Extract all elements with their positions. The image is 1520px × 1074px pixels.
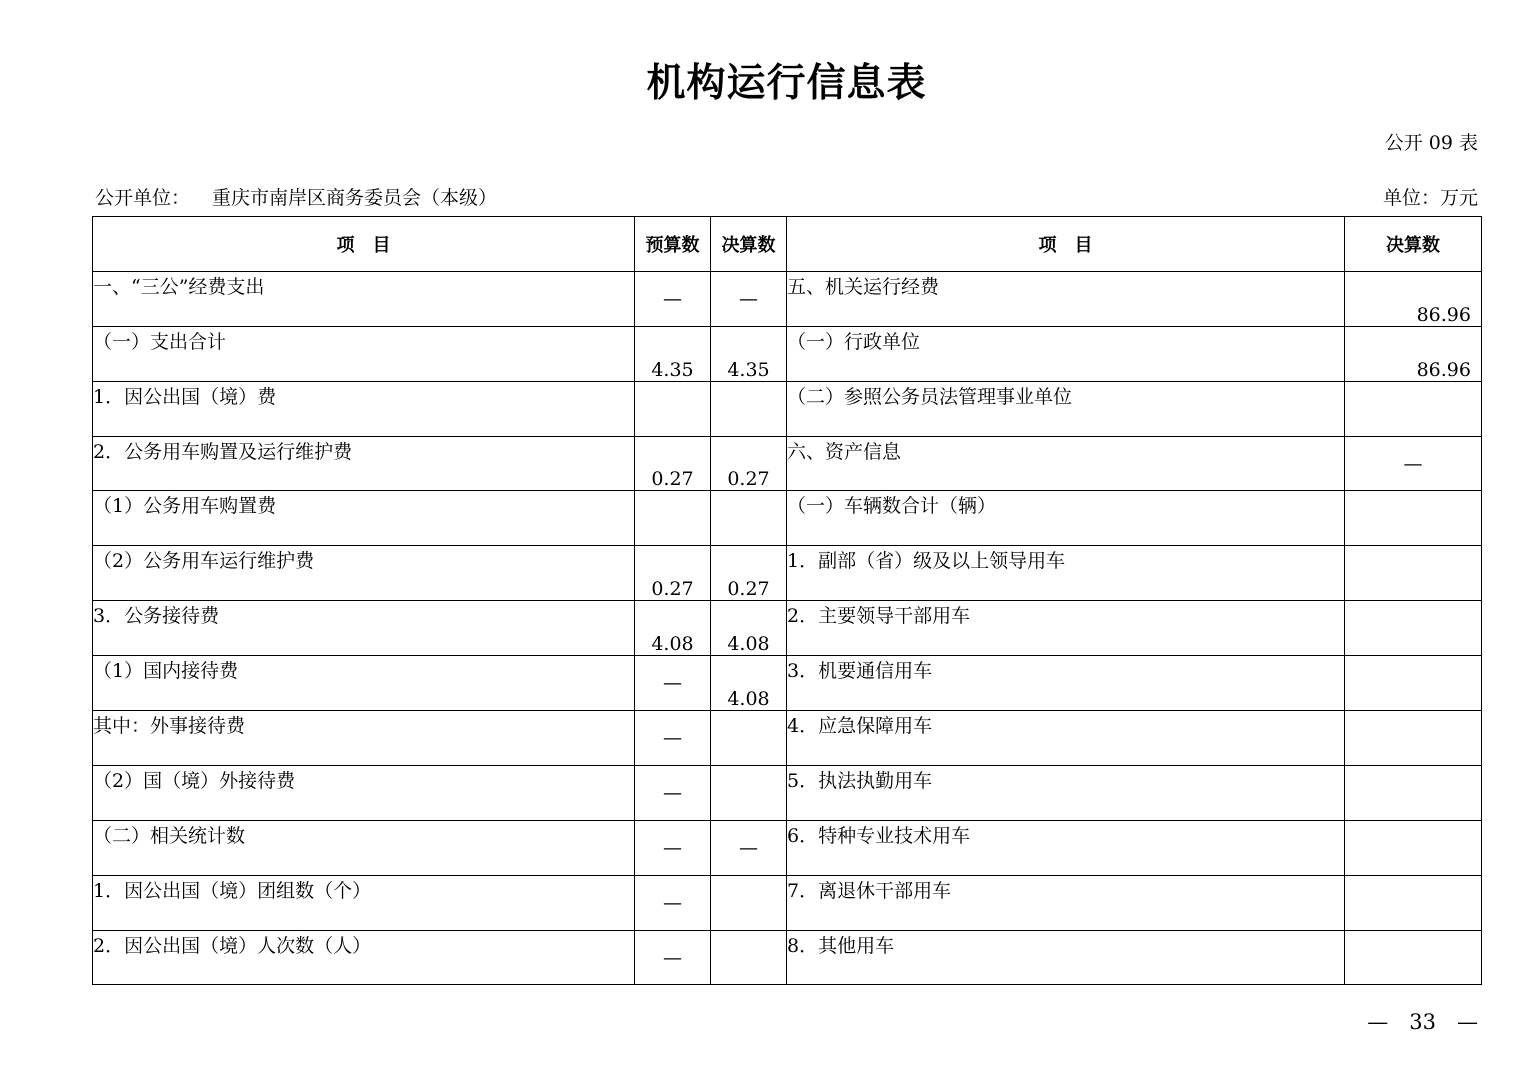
- header-final-right: 决算数: [1345, 217, 1482, 272]
- budget-value: 4.35: [635, 326, 711, 381]
- budget-value: —: [635, 271, 711, 326]
- header-row: [93, 217, 1482, 272]
- budget-value: —: [635, 765, 711, 820]
- row-label: 其中：外事接待费: [93, 711, 635, 766]
- row-label-right: （一）行政单位: [787, 326, 1345, 381]
- final-value-right: [1345, 765, 1482, 820]
- table-row: [93, 930, 1482, 985]
- final-value: [711, 875, 787, 930]
- budget-value: 0.27: [635, 436, 711, 491]
- row-label: 2．公务用车购置及运行维护费: [93, 436, 635, 491]
- table-row: [93, 381, 1482, 436]
- row-label-right: 7．离退休干部用车: [787, 875, 1345, 930]
- row-label: （2）国（境）外接待费: [93, 765, 635, 820]
- row-label-right: 2．主要领导干部用车: [787, 601, 1345, 656]
- final-value-right: [1345, 656, 1482, 711]
- final-value-right: [1345, 546, 1482, 601]
- row-label-right: 4．应急保障用车: [787, 711, 1345, 766]
- reporting-unit-name: 重庆市南岸区商务委员会（本级）: [212, 187, 498, 209]
- page-title: 机构运行信息表: [646, 61, 927, 106]
- final-value-right: [1345, 820, 1482, 875]
- row-label: 2．因公出国（境）人次数（人）: [93, 930, 635, 985]
- budget-value: —: [635, 656, 711, 711]
- row-label: （二）相关统计数: [93, 820, 635, 875]
- header-budget: 预算数: [635, 217, 711, 272]
- header-item-right: 项 目: [787, 217, 1345, 272]
- final-value: —: [711, 271, 787, 326]
- final-value-right: [1345, 381, 1482, 436]
- table-row: [93, 271, 1482, 326]
- row-label-right: （二）参照公务员法管理事业单位: [787, 381, 1345, 436]
- row-label-right: （一）车辆数合计（辆）: [787, 491, 1345, 546]
- row-label: 1．因公出国（境）团组数（个）: [93, 875, 635, 930]
- final-value: 4.08: [711, 656, 787, 711]
- budget-value: —: [635, 930, 711, 985]
- table-row: [93, 656, 1482, 711]
- row-label: （1）国内接待费: [93, 656, 635, 711]
- currency-unit: 单位：万元: [1382, 187, 1478, 209]
- table-row: [93, 546, 1482, 601]
- table-row: [93, 326, 1482, 381]
- table-row: [93, 436, 1482, 491]
- budget-value: [635, 381, 711, 436]
- row-label: （2）公务用车运行维护费: [93, 546, 635, 601]
- final-value-right: [1345, 875, 1482, 930]
- table-code: 公开 09 表: [1384, 132, 1478, 154]
- row-label-right: 8．其他用车: [787, 930, 1345, 985]
- final-value: [711, 711, 787, 766]
- table-row: [93, 601, 1482, 656]
- final-value: [711, 491, 787, 546]
- row-label: 1．因公出国（境）费: [93, 381, 635, 436]
- row-label: 一、“三公”经费支出: [93, 271, 635, 326]
- final-value: 4.08: [711, 601, 787, 656]
- final-value-right: 86.96: [1345, 326, 1482, 381]
- final-value-right: [1345, 711, 1482, 766]
- row-label-right: 五、机关运行经费: [787, 271, 1345, 326]
- row-label-right: 6．特种专业技术用车: [787, 820, 1345, 875]
- final-value: [711, 930, 787, 985]
- final-value: 0.27: [711, 546, 787, 601]
- final-value: —: [711, 820, 787, 875]
- final-value: 4.35: [711, 326, 787, 381]
- budget-value: 0.27: [635, 546, 711, 601]
- reporting-unit-label: 公开单位：: [95, 187, 191, 209]
- row-label: 3．公务接待费: [93, 601, 635, 656]
- final-value: [711, 381, 787, 436]
- row-label: （一）支出合计: [93, 326, 635, 381]
- budget-value: —: [635, 711, 711, 766]
- final-value-right: [1345, 601, 1482, 656]
- final-value-right: [1345, 930, 1482, 985]
- table-row: [93, 711, 1482, 766]
- row-label-right: 3．机要通信用车: [787, 656, 1345, 711]
- row-label-right: 1．副部（省）级及以上领导用车: [787, 546, 1345, 601]
- row-label: （1）公务用车购置费: [93, 491, 635, 546]
- budget-value: —: [635, 820, 711, 875]
- table-row: [93, 491, 1482, 546]
- row-label-right: 六、资产信息: [787, 436, 1345, 491]
- final-value-right: 86.96: [1345, 271, 1482, 326]
- row-label-right: 5．执法执勤用车: [787, 765, 1345, 820]
- final-value-right: —: [1345, 436, 1482, 491]
- header-item-left: 项 目: [93, 217, 635, 272]
- reporting-unit: [95, 183, 497, 210]
- table-row: [93, 875, 1482, 930]
- table-row: [93, 820, 1482, 875]
- table-row: [93, 765, 1482, 820]
- budget-value: 4.08: [635, 601, 711, 656]
- page-number: — 33 —: [1367, 1010, 1478, 1034]
- final-value: [711, 765, 787, 820]
- budget-value: [635, 491, 711, 546]
- final-value-right: [1345, 491, 1482, 546]
- budget-value: —: [635, 875, 711, 930]
- header-final-left: 决算数: [711, 217, 787, 272]
- info-table: [92, 216, 1482, 985]
- final-value: 0.27: [711, 436, 787, 491]
